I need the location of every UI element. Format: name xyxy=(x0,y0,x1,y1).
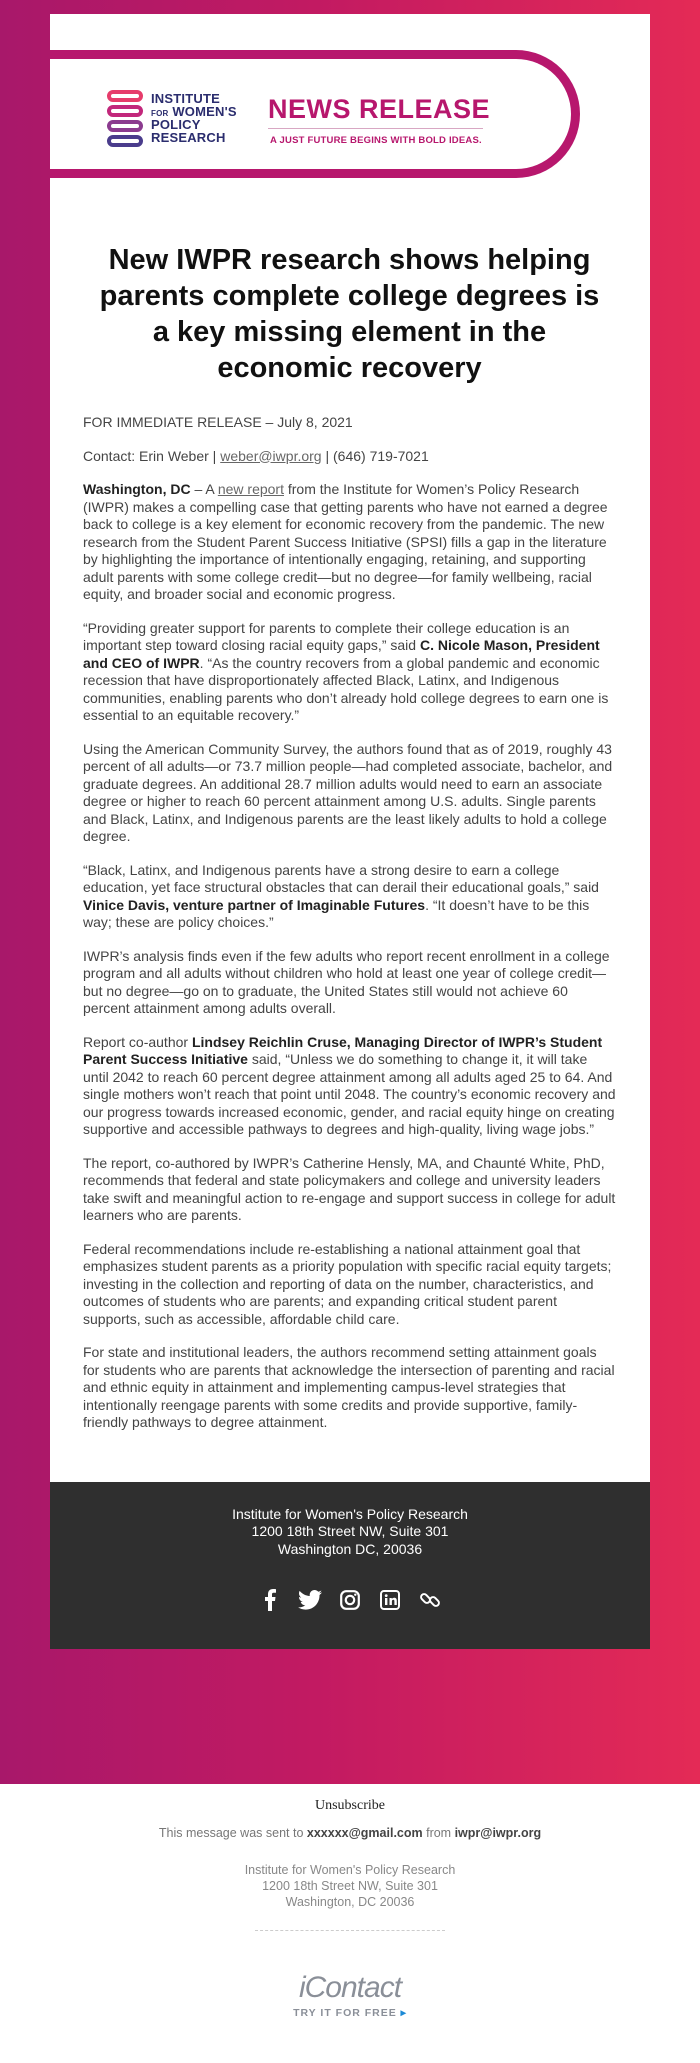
release-line: FOR IMMEDIATE RELEASE – July 8, 2021 xyxy=(83,414,353,430)
icontact-logo: iContact xyxy=(298,1971,402,2004)
news-release-title: NEWS RELEASE xyxy=(268,94,491,124)
speaker-name: Lindsey Reichlin Cruse, Managing Director of IWPR’s Student Parent Success Initiative xyxy=(83,1033,603,1067)
paragraph: For state and institutional leaders, the authors recommend setting attainment goals for students who are parents that acknowledge the intersection of parenting and racial and ethnic equity in attainment and implementing campus-level strategies that intentionally reengage parents with some credits and provide supportive, family-friendly pathways to degree attainment. xyxy=(83,1344,615,1430)
contact-phone: | (646) 719-7021 xyxy=(321,447,429,464)
logo-line: POLICY xyxy=(151,117,201,132)
divider xyxy=(255,1930,445,1931)
text: . “It doesn’t have to be this way; these are policy choices.” xyxy=(83,896,590,930)
text: – A xyxy=(190,481,218,497)
iwpr-logo-icon xyxy=(107,90,143,148)
article-body xyxy=(50,184,650,1482)
unsubscribe-link[interactable]: Unsubscribe xyxy=(315,1798,385,1813)
recipient-email: xxxxxx@gmail.com xyxy=(306,1826,423,1840)
sender-address xyxy=(0,1862,700,1910)
tagline: A JUST FUTURE BEGINS WITH BOLD IDEAS. xyxy=(270,135,482,146)
text: This message was sent to xyxy=(158,1826,307,1840)
paragraph xyxy=(83,620,616,725)
headline: New IWPR research shows helping parents complete college degrees is a key missing element in the economic recovery xyxy=(99,244,600,384)
logo-line: INSTITUTE xyxy=(151,91,220,106)
text: . “As the country recovers from a global pandemic and economic recession that have disproportionately affected Black, Latinx, and Indigenous communities, enabling parents who don’t already hold college degrees to earn one is essential to an equitable recovery.” xyxy=(83,654,609,723)
email-service-footer xyxy=(0,1784,700,2019)
divider xyxy=(268,128,483,129)
text: from the Institute for Women’s Policy Research (IWPR) makes a compelling case that getting parents who have not earned a degree back to college is a key element for economic recovery from the pandemic. The new research from the Student Parent Success Initiative (SPSI) fills a gap in the literature by highlighting the importance of intentionally engaging, retaining, and supporting adult parents with some college credit—but no degree—for family wellbeing, racial equity, and broader social and economic progress. xyxy=(83,481,608,602)
text: from xyxy=(422,1826,455,1840)
speaker-name: Vinice Davis, venture partner of Imaginable Futures xyxy=(83,896,426,913)
facebook-icon[interactable] xyxy=(256,1586,284,1614)
new-report-link[interactable]: new report xyxy=(217,481,284,497)
try-it-free-link[interactable] xyxy=(0,2007,700,2019)
text: Report co-author xyxy=(83,1033,192,1050)
paragraph xyxy=(83,1034,616,1139)
contact-line xyxy=(83,448,616,466)
logo-line: RESEARCH xyxy=(151,130,226,145)
logo-line: FOR xyxy=(151,109,169,118)
linkedin-icon[interactable] xyxy=(376,1586,404,1614)
sender-org: Institute for Women's Policy Research xyxy=(244,1863,456,1877)
text: “Black, Latinx, and Indigenous parents have a strong desire to earn a college education, yet face structural obstacles that can derail their educational goals,” said xyxy=(83,861,599,895)
paragraph xyxy=(83,862,616,932)
paragraph: Using the American Community Survey, the authors found that as of 2019, roughly 43 percent of all adults—or 73.7 million people—had completed associate, bachelor, and graduate degrees. An additional 28.7 million adults would need to earn an associate degree or higher to reach 60 percent attainment among U.S. adults. Single parents and Black, Latinx, and Indigenous parents are the least likely adults to hold a college degree. xyxy=(83,740,613,844)
text: said, “Unless we do something to change it, it will take until 2042 to reach 60 percent degree attainment among all adults aged 25 to 64. And single mothers won’t reach that point until 2048. The country’s economic recovery and our progress towards increased economic, gender, and racial equity hinge on creating supportive and accessible pathways to degrees and high-quality, living wage jobs.” xyxy=(83,1051,616,1137)
footer xyxy=(50,1482,650,1650)
instagram-icon[interactable] xyxy=(336,1586,364,1614)
paragraph: The report, co-authored by IWPR’s Catherine Hensly, MA, and Chaunté White, PhD, recommends that federal and state policymakers and college and university leaders take swift and meaningful action to re-engage and support success in college for adult learners who are parents. xyxy=(83,1154,616,1223)
paragraph: IWPR’s analysis finds even if the few adults who report recent enrollment in a college program and all adults without children who hold at least one year of college credit—but no degree—go on to graduate, the United States still would not achieve 60 percent attainment among adults overall. xyxy=(83,947,610,1016)
link-icon[interactable] xyxy=(416,1586,444,1614)
dateline: Washington, DC xyxy=(83,481,191,497)
sender-email: iwpr@iwpr.org xyxy=(454,1826,542,1840)
sent-notice xyxy=(0,1826,700,1840)
twitter-icon[interactable] xyxy=(296,1586,324,1614)
footer-city: Washington DC, 20036 xyxy=(277,1540,423,1557)
sender-street: 1200 18th Street NW, Suite 301 xyxy=(262,1879,438,1893)
text: “Providing greater support for parents to complete their college education is an important step toward closing racial equity gaps,” said xyxy=(83,619,570,653)
footer-org: Institute for Women's Policy Research xyxy=(232,1505,468,1522)
news-release-header xyxy=(50,14,650,184)
contact-email-link[interactable]: weber@iwpr.org xyxy=(220,447,322,464)
speaker-name: C. Nicole Mason, President and CEO of IWPR xyxy=(83,637,600,671)
paragraph xyxy=(83,481,616,604)
social-links xyxy=(50,1586,650,1614)
logo-line: WOMEN'S xyxy=(172,104,237,119)
arrow-right-icon: ▸ xyxy=(400,2007,407,2019)
footer-street: 1200 18th Street NW, Suite 301 xyxy=(251,1523,449,1539)
iwpr-logo-text xyxy=(151,92,237,144)
email-card xyxy=(50,14,650,1649)
sender-city: Washington, DC 20036 xyxy=(285,1895,415,1909)
text: TRY IT FOR FREE xyxy=(293,2007,397,2019)
contact-prefix: Contact: Erin Weber | xyxy=(83,447,221,464)
paragraph: Federal recommendations include re-establishing a national attainment goal that emphasizes student parents as a priority population with specific racial equity targets; investing in the collection and reporting of data on the number, characteristics, and outcomes of students who are parents; and expanding critical student parent supports, such as accessible, affordable child care. xyxy=(83,1240,612,1327)
icontact-badge[interactable] xyxy=(0,1971,700,2019)
